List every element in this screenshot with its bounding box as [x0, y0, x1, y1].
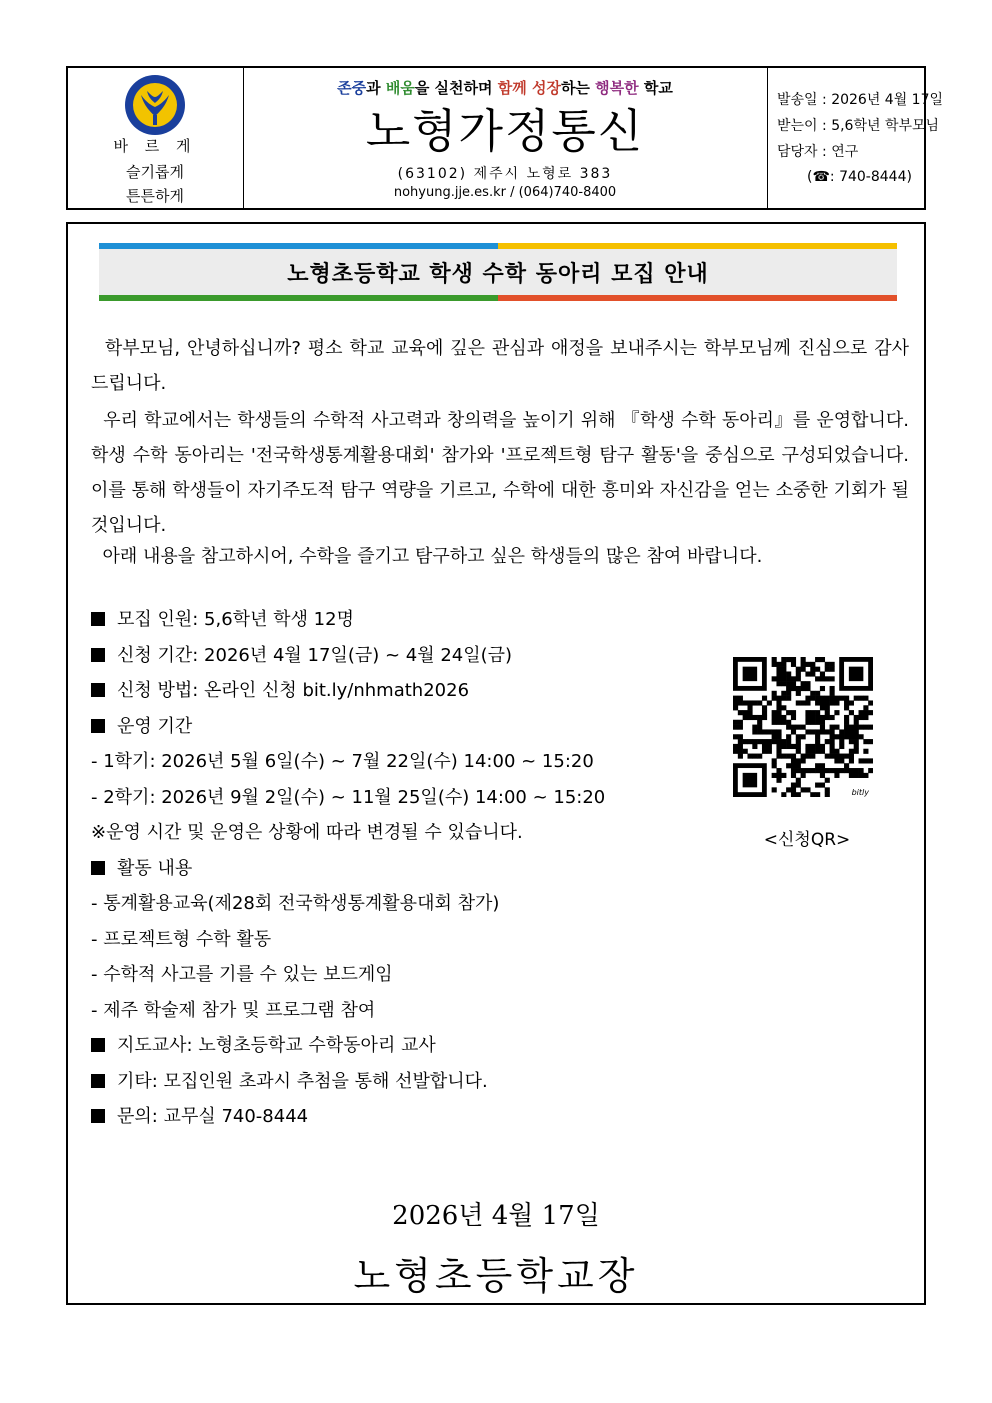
info-item [91, 641, 512, 667]
item-text: 신청 기간: 2026년 4월 17일(금) ~ 4월 24일(금) [117, 644, 513, 666]
info-subitem [91, 747, 594, 773]
slogan-word: 함께 성장 [497, 79, 561, 97]
info-subitem [91, 783, 605, 809]
info-subitem [91, 925, 271, 951]
item-text: 운영 기간 [117, 715, 193, 737]
item-text: 지도교사: 노형초등학교 수학동아리 교사 [117, 1035, 436, 1056]
info-subitem [91, 996, 375, 1022]
slogan-word: 존중 [337, 79, 367, 97]
square-bullet-icon [91, 861, 105, 875]
item-text: - 2학기: 2026년 9월 2일(수) ~ 11월 25일(수) 14:00 ~ 15:20 [91, 786, 606, 808]
slogan-word: 배움 [385, 79, 415, 97]
qr-caption: <신청QR> [763, 830, 851, 850]
school-web-phone: nohyung.jje.es.kr / (064)740-8400 [393, 185, 617, 200]
square-bullet-icon [91, 648, 105, 662]
square-bullet-icon [91, 612, 105, 626]
paragraph [91, 403, 909, 543]
item-text: 기타: 모집인원 초과시 추첨을 통해 선발합니다. [117, 1070, 488, 1092]
info-item [91, 854, 192, 880]
info-item [91, 1031, 436, 1057]
info-item [91, 1067, 488, 1093]
slogan-word: 하는 [560, 79, 596, 97]
newsletter-title: 노형가정통신 [365, 104, 645, 158]
manager: 담당자 : 연구 [777, 144, 859, 160]
item-text: - 통계활용교육(제28회 전국학생통계활용대회 참가) [91, 893, 500, 914]
info-item [91, 676, 469, 702]
slogan-word: 과 [366, 79, 386, 97]
principal-signature: 노형초등학교장 [353, 1254, 639, 1298]
motto-line: 튼튼하게 [126, 187, 184, 205]
square-bullet-icon [91, 683, 105, 697]
banner-stripe [99, 295, 498, 301]
info-subitem [91, 818, 523, 844]
paragraph [91, 539, 909, 574]
item-text: 모집 인원: 5,6학년 학생 12명 [117, 609, 354, 630]
notice-body [66, 222, 926, 1305]
item-text: - 제주 학술제 참가 및 프로그램 참여 [91, 999, 376, 1021]
item-text: - 수학적 사고를 기를 수 있는 보드게임 [91, 964, 393, 985]
item-text: ※운영 시간 및 운영은 상황에 따라 변경될 수 있습니다. [91, 822, 523, 843]
qr-brand-text: bitly [851, 788, 869, 797]
item-text: 문의: 교무실 740-8444 [117, 1106, 309, 1127]
paragraph-text: 아래 내용을 참고하시어, 수학을 즐기고 탐구하고 싶은 학생들의 많은 참여 바랍니다. [102, 546, 763, 567]
slogan-word: 학교 [638, 79, 673, 97]
issue-date: 2026년 4월 17일 [392, 1201, 600, 1231]
send-date: 발송일 : 2026년 4월 17일 [777, 92, 944, 108]
info-cell [767, 67, 944, 209]
item-text: 활동 내용 [117, 857, 193, 879]
school-address: (63102) 제주시 노형로 383 [397, 166, 613, 182]
item-text: 신청 방법: 온라인 신청 bit.ly/nhmath2026 [117, 680, 470, 701]
slogan-word: 을 실천하며 [414, 79, 498, 97]
paragraph-text: 학부모님, 안녕하십니까? 평소 학교 교육에 깊은 관심과 애정을 보내주시는 학부모님께 진심으로 감사드립니다. [91, 338, 909, 394]
info-item [91, 1102, 308, 1128]
title-cell [243, 67, 768, 209]
paragraph [91, 331, 909, 401]
info-item [91, 605, 354, 631]
slogan-word: 행복한 [595, 79, 639, 97]
square-bullet-icon [91, 1074, 105, 1088]
info-subitem [91, 889, 499, 915]
square-bullet-icon [91, 1109, 105, 1123]
banner-stripe [498, 295, 897, 301]
square-bullet-icon [91, 719, 105, 733]
paragraph-text: 우리 학교에서는 학생들의 수학적 사고력과 창의력을 높이기 위해 『학생 수학 동아리』를 운영합니다. 학생 수학 동아리는 '전국학생통계활용대회' 참가와 '프로젝트형 탐구 활동'을 중심으로 구성되었습니다. 이를 통해 학생들이 자기주도적 탐구 역량을 기르고, 수학에 대한 흥미와 자신감을 얻는 소중한 기회가 될 것입니다. [91, 410, 909, 536]
newsletter-header [66, 66, 944, 210]
info-item [91, 712, 192, 738]
logo-cell [67, 67, 244, 209]
info-subitem [91, 960, 393, 986]
square-bullet-icon [91, 1038, 105, 1052]
recipient: 받는이 : 5,6학년 학부모님 [777, 118, 940, 134]
motto-line: 슬기롭게 [126, 163, 184, 181]
contact-phone: (☎: 740-8444) [807, 169, 912, 185]
qr-code-icon[interactable] [733, 657, 873, 797]
item-text: - 프로젝트형 수학 활동 [91, 928, 272, 950]
notice-banner [99, 243, 897, 301]
motto-line: 바 르 게 [113, 137, 197, 155]
notice-title: 노형초등학교 학생 수학 동아리 모집 안내 [287, 262, 709, 287]
school-logo-icon [123, 73, 187, 137]
item-text: - 1학기: 2026년 5월 6일(수) ~ 7월 22일(수) 14:00 ~ 15:20 [91, 751, 594, 772]
